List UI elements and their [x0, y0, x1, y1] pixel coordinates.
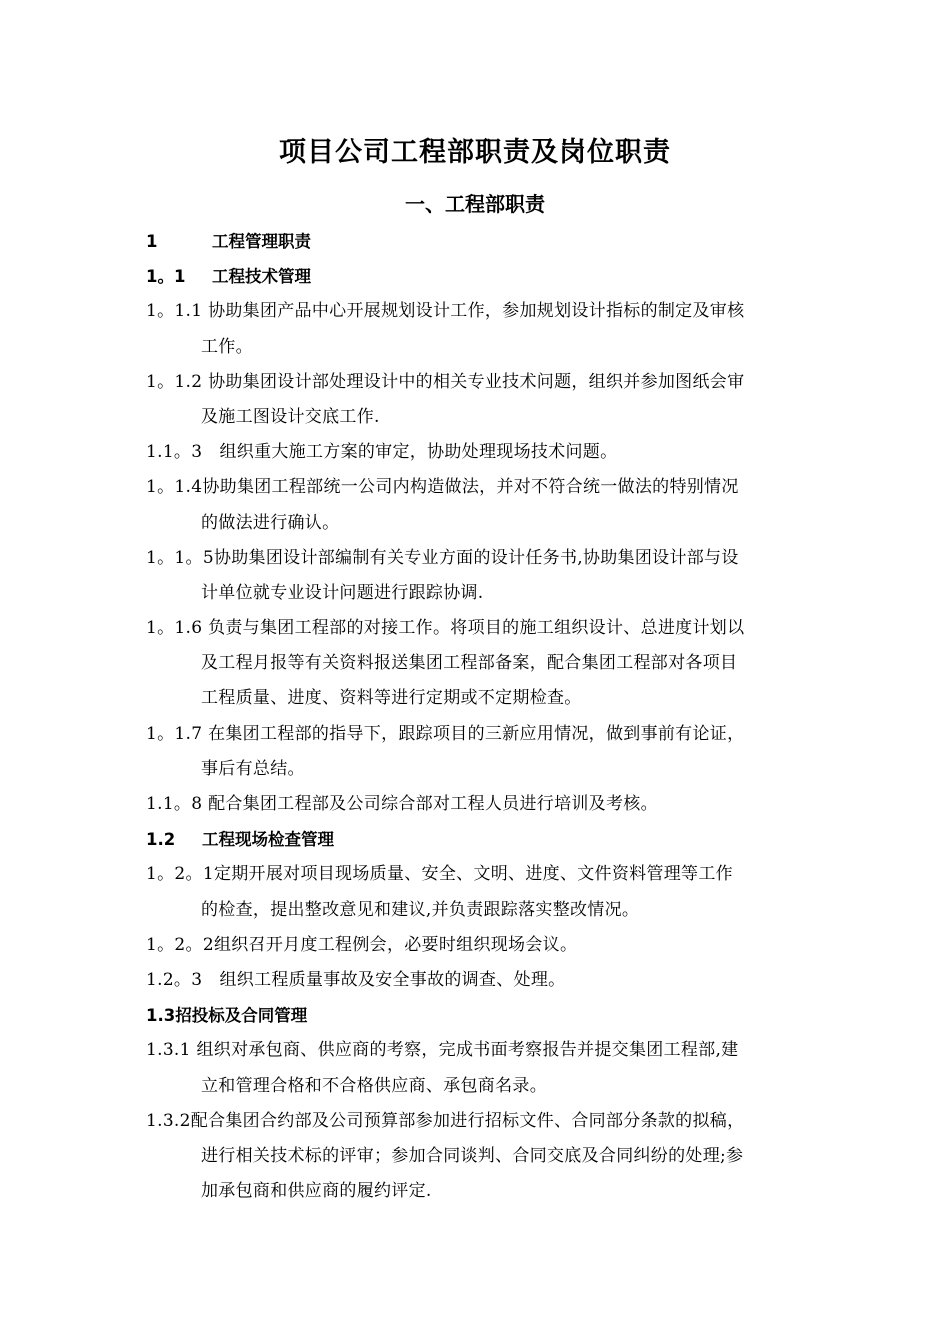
item-text-cont: 及施工图设计交底工作. — [201, 406, 380, 427]
heading-text: 工程技术管理 — [212, 267, 311, 287]
item-text: 定期开展对项目现场质量、安全、文明、进度、文件资料管理等工作 — [213, 864, 733, 885]
item-text-cont: 及工程月报等有关资料报送集团工程部备案，配合集团工程部对各项目 — [201, 653, 738, 674]
section-title: 一、工程部职责 — [405, 192, 545, 216]
list-item — [146, 963, 810, 998]
heading-1-2 — [146, 822, 810, 857]
item-text: 组织重大施工方案的审定，协助处理现场技术问题。 — [219, 442, 618, 463]
list-item — [146, 1033, 810, 1103]
list-item — [146, 435, 810, 470]
item-text: 协助集团设计部处理设计中的相关专业技术问题，组织并参加图纸会审 — [208, 371, 745, 392]
item-text: 配合集团工程部及公司综合部对工程人员进行培训及考核。 — [208, 794, 658, 814]
item-text-cont: 加承包商和供应商的履约评定. — [201, 1181, 432, 1202]
heading-text: 招投标及合同管理 — [175, 1006, 308, 1026]
item-text: 协助集团产品中心开展规划设计工作，参加规划设计指标的制定及审核 — [208, 301, 745, 322]
list-item — [146, 365, 810, 435]
item-text: 组织召开月度工程例会，必要时组织现场会议。 — [213, 934, 578, 955]
list-item — [146, 541, 810, 611]
item-number: 1。1。5 — [146, 547, 214, 568]
item-text-cont: 工程质量、进度、资料等进行定期或不定期检查。 — [201, 688, 582, 709]
item-number: 1.3.2 — [146, 1110, 191, 1131]
heading-number: 1。1 — [146, 267, 186, 287]
item-number: 1。1.2 — [146, 371, 203, 392]
item-number: 1。2。2 — [146, 934, 214, 955]
list-item — [146, 1104, 810, 1210]
list-item — [146, 787, 810, 822]
heading-1-1 — [146, 259, 810, 294]
item-number: 1.1。3 — [146, 442, 203, 463]
list-item — [146, 928, 810, 963]
heading-text: 工程现场检查管理 — [202, 830, 334, 850]
item-number: 1。1.7 — [146, 723, 203, 744]
item-text: 负责与集团工程部的对接工作。将项目的施工组织设计、总进度计划以 — [208, 618, 745, 639]
item-text: 协助集团工程部统一公司内构造做法，并对不符合统一做法的特别情况 — [202, 477, 739, 498]
heading-number: 1.2 — [146, 830, 176, 850]
item-text-cont: 工作。 — [201, 336, 253, 357]
item-text-cont: 的做法进行确认。 — [201, 512, 340, 533]
item-text: 组织对承包商、供应商的考察，完成书面考察报告并提交集团工程部,建 — [196, 1040, 739, 1061]
item-number: 1。2。1 — [146, 864, 214, 885]
list-item — [146, 717, 810, 787]
item-number: 1。1.4 — [146, 477, 203, 498]
item-text-cont: 计单位就专业设计问题进行跟踪协调. — [201, 582, 484, 603]
item-number: 1.2。3 — [146, 969, 203, 990]
heading-text: 工程管理职责 — [212, 232, 311, 251]
item-text: 组织工程质量事故及安全事故的调查、处理。 — [219, 969, 566, 990]
list-item — [146, 611, 810, 717]
heading-1 — [146, 224, 810, 259]
heading-1-3 — [146, 998, 810, 1033]
list-item — [146, 470, 810, 540]
item-number: 1。1.6 — [146, 618, 203, 639]
document-title: 项目公司工程部职责及岗位职责 — [279, 137, 671, 168]
item-text-cont: 立和管理合格和不合格供应商、承包商名录。 — [201, 1075, 547, 1096]
item-number: 1.1。8 — [146, 794, 203, 814]
heading-number: 1 — [146, 232, 158, 251]
list-item — [146, 294, 810, 364]
item-number: 1.3.1 — [146, 1040, 191, 1061]
item-number: 1。1.1 — [146, 301, 203, 322]
item-text: 配合集团合约部及公司预算部参加进行招标文件、合同部分条款的拟稿， — [190, 1110, 745, 1131]
item-text-cont: 进行相关技术标的评审；参加合同谈判、合同交底及合同纠纷的处理;参 — [201, 1145, 744, 1166]
item-text-cont: 的检查，提出整改意见和建议,并负责跟踪落实整改情况。 — [201, 899, 640, 920]
item-text-cont: 事后有总结。 — [201, 758, 305, 779]
item-text: 协助集团设计部编制有关专业方面的设计任务书,协助集团设计部与设 — [213, 547, 739, 568]
heading-number: 1.3 — [146, 1006, 176, 1026]
document-body — [146, 224, 810, 1209]
list-item — [146, 857, 810, 927]
item-text: 在集团工程部的指导下，跟踪项目的三新应用情况，做到事前有论证， — [208, 723, 745, 744]
